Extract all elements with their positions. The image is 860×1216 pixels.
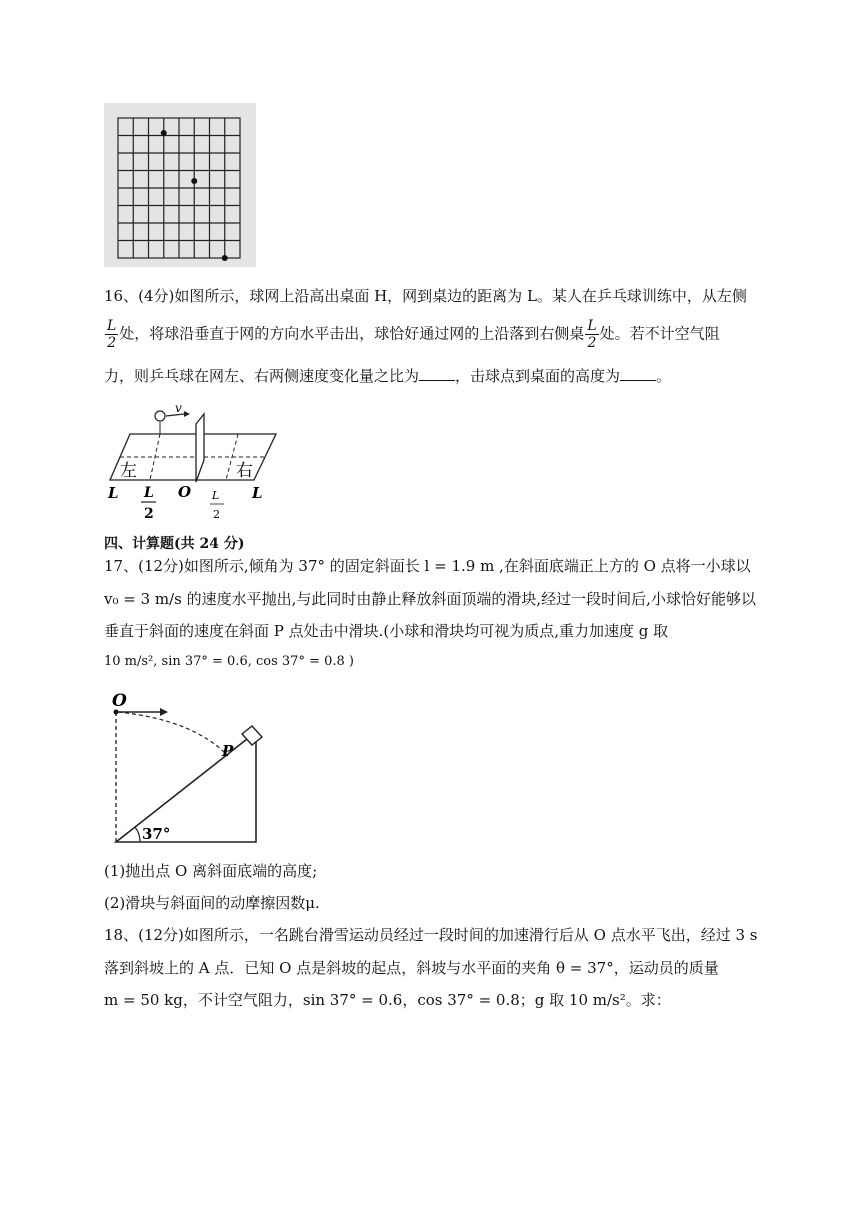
grid-figure [104, 103, 256, 267]
q16-line3 [104, 366, 671, 386]
answer-blank-2[interactable] [620, 366, 656, 381]
q17-line2: v₀ = 3 m/s 的速度水平抛出,与此同时由静止释放斜面顶端的滑块,经过一段时间后,小球恰好能够以 [104, 590, 756, 608]
angle-arc [135, 827, 140, 842]
P-label: P [222, 742, 234, 760]
q16-line1: 16、(4分)如图所示，球网上沿高出桌面 H，网到桌边的距离为 L。某人在乒乓球训练中，从左侧 [104, 287, 747, 305]
frac-numerator: L [107, 318, 117, 334]
half2-den-label: 2 [213, 508, 220, 521]
half2-num-label: L [212, 489, 220, 502]
section-heading: 四、计算题(共 24 分) [104, 536, 245, 552]
O-label: O [112, 691, 127, 711]
q17-sub1: (1)抛出点 O 离斜面底端的高度; [104, 862, 318, 880]
grid-lines [118, 118, 240, 258]
q16-line2 [104, 318, 720, 351]
answer-blank-1[interactable] [419, 366, 455, 381]
frac-denominator: 2 [107, 335, 117, 351]
grid-dot-1 [161, 130, 167, 136]
q17-line4: 10 m/s², sin 37° = 0.6, cos 37° = 0.8 ) [104, 654, 354, 669]
table-tennis-svg [104, 400, 280, 522]
incline-figure [104, 684, 274, 850]
trajectory [118, 712, 228, 756]
velocity-arrowhead [160, 708, 168, 716]
q16-fraction [105, 318, 118, 351]
incline-triangle [116, 732, 256, 842]
q16-line2-text-b: 处。若不计空气阻 [599, 324, 720, 343]
q16-line3-text-b: ，击球点到桌面的高度为 [455, 367, 621, 385]
q17-sub2: (2)滑块与斜面间的动摩擦因数μ. [104, 894, 320, 912]
q18-line2: 落到斜坡上的 A 点．已知 O 点是斜坡的起点，斜坡与水平面的夹角 θ = 37°，运动员的质量 [104, 959, 719, 977]
q18-line1: 18、(12分)如图所示，一名跳台滑雪运动员经过一段时间的加速滑行后从 O 点水平飞出，经过 3 s [104, 926, 758, 944]
left-label: 左 [120, 461, 137, 481]
grid-dot-3 [222, 255, 228, 261]
half-den-label: 2 [144, 506, 154, 522]
half-num-label: L [144, 485, 154, 501]
velocity-label: v [175, 401, 182, 415]
grid-figure-svg [104, 103, 256, 267]
q18-line3: m = 50 kg，不计空气阻力，sin 37° = 0.6，cos 37° = 0.8；g 取 10 m/s²。求： [104, 991, 671, 1009]
q16-line3-text-a: 力，则乒乓球在网左、右两侧速度变化量之比为 [104, 367, 420, 385]
q16-line3-text-c: 。 [656, 367, 672, 385]
frac-numerator: L [587, 318, 597, 334]
q16-fraction-2 [585, 318, 598, 351]
q17-line1: 17、(12分)如图所示,倾角为 37° 的固定斜面长 l = 1.9 m ,在斜面底端正上方的 O 点将一小球以 [104, 557, 751, 575]
ball [155, 411, 165, 421]
grid-dot-2 [191, 178, 197, 184]
right-label: 右 [236, 461, 253, 481]
velocity-arrowhead [184, 411, 190, 417]
table-tennis-figure [104, 400, 280, 522]
L-right-label: L [252, 484, 263, 502]
incline-svg [104, 684, 274, 850]
angle-label: 37° [142, 825, 171, 843]
L-left-label: L [108, 484, 119, 502]
slider-block [242, 726, 262, 745]
frac-denominator: 2 [587, 335, 597, 351]
net [196, 414, 204, 482]
q16-line2-text-a: 处，将球沿垂直于网的方向水平击出，球恰好通过网的上沿落到右侧桌 [119, 324, 585, 343]
q17-line3: 垂直于斜面的速度在斜面 P 点处击中滑块.(小球和滑块均可视为质点,重力加速度 g 取 [104, 622, 669, 640]
O-label: O [178, 483, 192, 501]
